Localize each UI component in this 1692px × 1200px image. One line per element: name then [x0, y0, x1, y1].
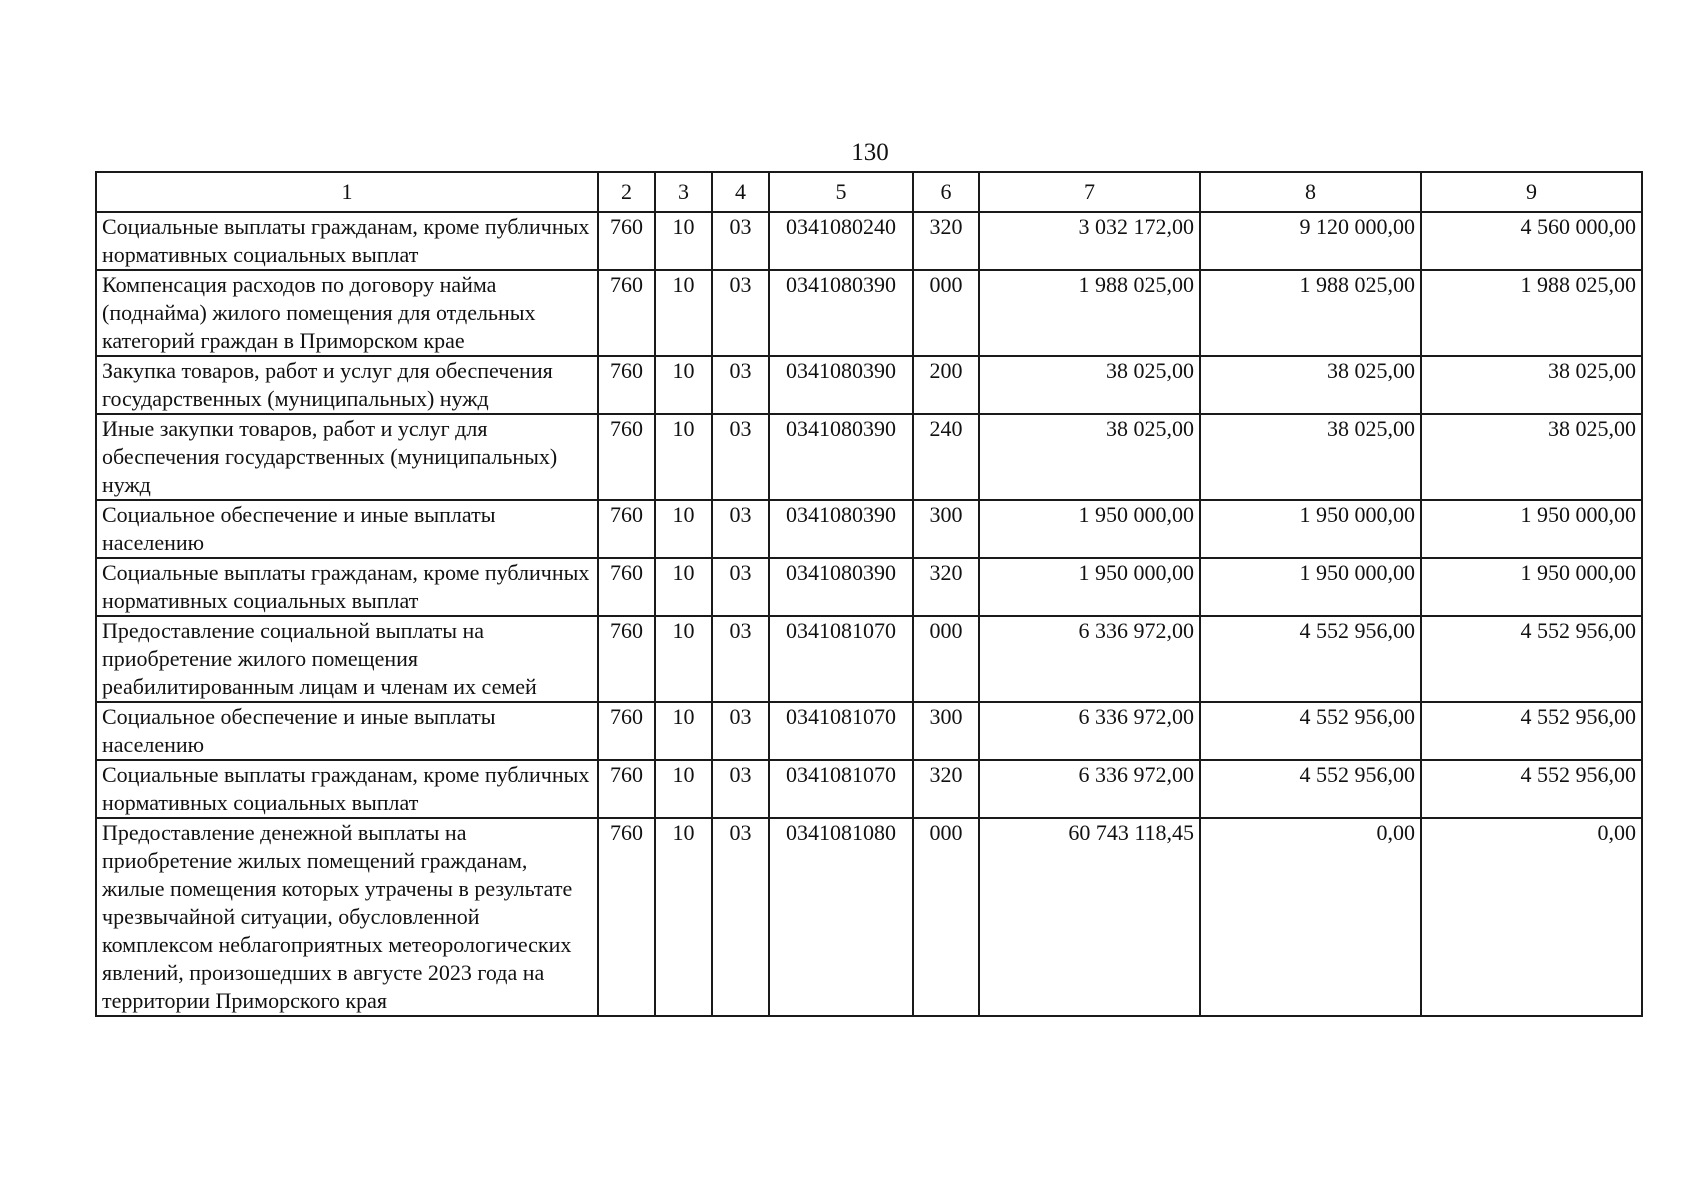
row-name: Предоставление социальной выплаты на приобретение жилого помещения реабилитированным лицам и членам их семей	[96, 616, 598, 702]
cell-subsection: 03	[712, 702, 769, 760]
cell-subsection: 03	[712, 500, 769, 558]
cell-subsection: 03	[712, 270, 769, 356]
column-header: 3	[655, 172, 712, 212]
cell-target-article: 0341080390	[769, 270, 913, 356]
cell-amount-9: 1 988 025,00	[1421, 270, 1642, 356]
cell-ministry: 760	[598, 212, 655, 270]
cell-amount-7: 38 025,00	[979, 414, 1200, 500]
cell-ministry: 760	[598, 616, 655, 702]
cell-amount-8: 1 950 000,00	[1200, 500, 1421, 558]
cell-amount-8: 38 025,00	[1200, 356, 1421, 414]
cell-section: 10	[655, 414, 712, 500]
cell-expense-type: 320	[913, 558, 979, 616]
cell-amount-9: 1 950 000,00	[1421, 558, 1642, 616]
table-row	[96, 500, 1642, 558]
cell-ministry: 760	[598, 500, 655, 558]
row-name: Закупка товаров, работ и услуг для обеспечения государственных (муниципальных) нужд	[96, 356, 598, 414]
cell-target-article: 0341080390	[769, 414, 913, 500]
column-header: 2	[598, 172, 655, 212]
table-body	[96, 212, 1642, 1016]
column-header: 5	[769, 172, 913, 212]
cell-amount-9: 38 025,00	[1421, 356, 1642, 414]
cell-section: 10	[655, 270, 712, 356]
column-header: 8	[1200, 172, 1421, 212]
cell-expense-type: 320	[913, 760, 979, 818]
column-header: 1	[96, 172, 598, 212]
cell-amount-7: 6 336 972,00	[979, 760, 1200, 818]
cell-section: 10	[655, 356, 712, 414]
cell-amount-8: 4 552 956,00	[1200, 702, 1421, 760]
cell-target-article: 0341080390	[769, 356, 913, 414]
cell-ministry: 760	[598, 414, 655, 500]
table-row	[96, 212, 1642, 270]
table-row	[96, 702, 1642, 760]
cell-target-article: 0341081070	[769, 760, 913, 818]
row-name: Иные закупки товаров, работ и услуг для обеспечения государственных (муниципальных) нужд	[96, 414, 598, 500]
cell-section: 10	[655, 818, 712, 1016]
column-header: 6	[913, 172, 979, 212]
column-header: 7	[979, 172, 1200, 212]
cell-subsection: 03	[712, 356, 769, 414]
table-row	[96, 616, 1642, 702]
cell-amount-9: 0,00	[1421, 818, 1642, 1016]
cell-amount-8: 0,00	[1200, 818, 1421, 1016]
cell-target-article: 0341081070	[769, 616, 913, 702]
cell-amount-7: 1 950 000,00	[979, 500, 1200, 558]
cell-subsection: 03	[712, 818, 769, 1016]
cell-amount-8: 4 552 956,00	[1200, 760, 1421, 818]
cell-amount-9: 4 552 956,00	[1421, 760, 1642, 818]
cell-target-article: 0341080240	[769, 212, 913, 270]
cell-section: 10	[655, 616, 712, 702]
table-row	[96, 558, 1642, 616]
cell-amount-7: 6 336 972,00	[979, 616, 1200, 702]
cell-target-article: 0341081070	[769, 702, 913, 760]
cell-section: 10	[655, 702, 712, 760]
cell-amount-9: 1 950 000,00	[1421, 500, 1642, 558]
cell-expense-type: 240	[913, 414, 979, 500]
cell-expense-type: 320	[913, 212, 979, 270]
column-header: 9	[1421, 172, 1642, 212]
cell-target-article: 0341080390	[769, 500, 913, 558]
cell-amount-8: 1 988 025,00	[1200, 270, 1421, 356]
cell-expense-type: 200	[913, 356, 979, 414]
cell-target-article: 0341081080	[769, 818, 913, 1016]
cell-expense-type: 000	[913, 270, 979, 356]
cell-amount-8: 38 025,00	[1200, 414, 1421, 500]
cell-subsection: 03	[712, 558, 769, 616]
cell-expense-type: 000	[913, 818, 979, 1016]
cell-amount-7: 6 336 972,00	[979, 702, 1200, 760]
cell-ministry: 760	[598, 270, 655, 356]
table-row	[96, 818, 1642, 1016]
cell-section: 10	[655, 760, 712, 818]
cell-amount-7: 60 743 118,45	[979, 818, 1200, 1016]
cell-amount-8: 4 552 956,00	[1200, 616, 1421, 702]
table-row	[96, 356, 1642, 414]
cell-subsection: 03	[712, 414, 769, 500]
budget-table	[95, 171, 1643, 1017]
row-name: Социальное обеспечение и иные выплаты населению	[96, 500, 598, 558]
cell-section: 10	[655, 212, 712, 270]
row-name: Социальное обеспечение и иные выплаты населению	[96, 702, 598, 760]
cell-amount-9: 4 560 000,00	[1421, 212, 1642, 270]
cell-section: 10	[655, 500, 712, 558]
cell-subsection: 03	[712, 616, 769, 702]
cell-ministry: 760	[598, 356, 655, 414]
cell-amount-7: 1 988 025,00	[979, 270, 1200, 356]
cell-amount-8: 1 950 000,00	[1200, 558, 1421, 616]
cell-expense-type: 000	[913, 616, 979, 702]
page-number: 130	[851, 139, 889, 166]
row-name: Социальные выплаты гражданам, кроме публичных нормативных социальных выплат	[96, 558, 598, 616]
cell-expense-type: 300	[913, 500, 979, 558]
cell-amount-9: 4 552 956,00	[1421, 616, 1642, 702]
table-row	[96, 414, 1642, 500]
cell-expense-type: 300	[913, 702, 979, 760]
cell-section: 10	[655, 558, 712, 616]
cell-amount-9: 38 025,00	[1421, 414, 1642, 500]
cell-ministry: 760	[598, 818, 655, 1016]
cell-amount-7: 38 025,00	[979, 356, 1200, 414]
row-name: Социальные выплаты гражданам, кроме публичных нормативных социальных выплат	[96, 760, 598, 818]
row-name: Социальные выплаты гражданам, кроме публичных нормативных социальных выплат	[96, 212, 598, 270]
cell-ministry: 760	[598, 702, 655, 760]
cell-amount-8: 9 120 000,00	[1200, 212, 1421, 270]
cell-subsection: 03	[712, 760, 769, 818]
cell-amount-9: 4 552 956,00	[1421, 702, 1642, 760]
cell-target-article: 0341080390	[769, 558, 913, 616]
row-name: Предоставление денежной выплаты на приобретение жилых помещений гражданам, жилые помещения которых утрачены в результате чрезвычайной ситуации, обусловленной комплексом неблагоприятных метеорологических явлений, произошедших в августе 2023 года на территории Приморского края	[96, 818, 598, 1016]
column-header: 4	[712, 172, 769, 212]
cell-ministry: 760	[598, 760, 655, 818]
table-row	[96, 760, 1642, 818]
row-name: Компенсация расходов по договору найма (поднайма) жилого помещения для отдельных категорий граждан в Приморском крае	[96, 270, 598, 356]
header-row	[96, 172, 1642, 212]
table-row	[96, 270, 1642, 356]
cell-ministry: 760	[598, 558, 655, 616]
cell-subsection: 03	[712, 212, 769, 270]
cell-amount-7: 1 950 000,00	[979, 558, 1200, 616]
cell-amount-7: 3 032 172,00	[979, 212, 1200, 270]
